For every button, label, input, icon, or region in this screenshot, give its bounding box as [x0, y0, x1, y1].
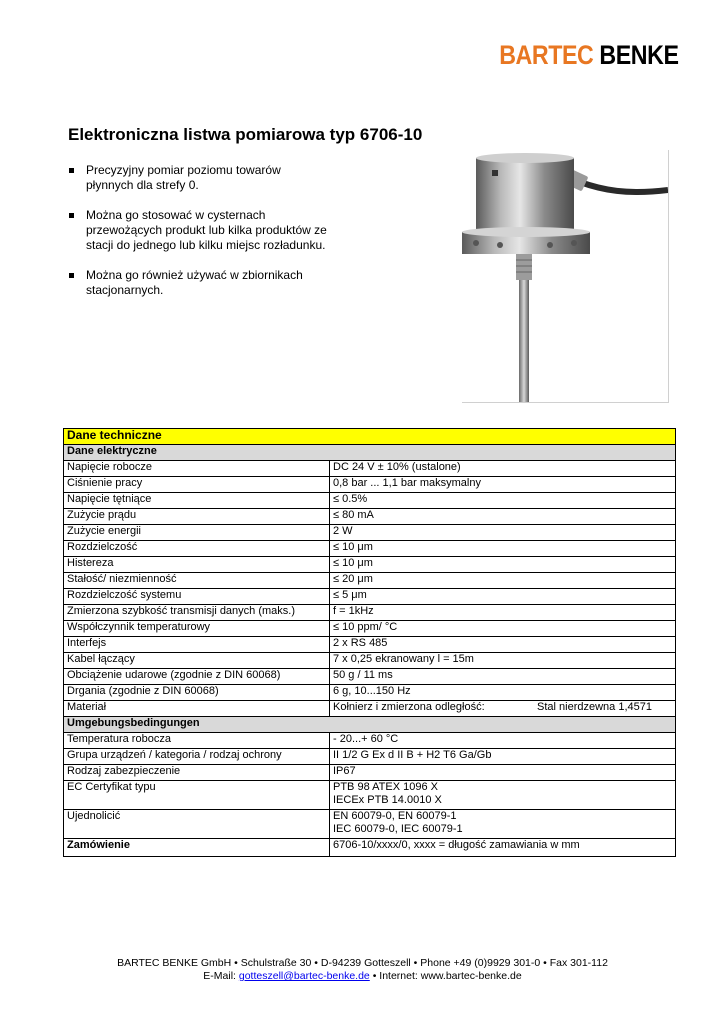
- bullet-icon: [69, 168, 74, 173]
- table-row: [64, 810, 676, 839]
- table-cell-label: Rodzaj zabezpieczenie: [64, 765, 330, 781]
- bullet-icon: [69, 213, 74, 218]
- table-cell-value: f = 1kHz: [330, 605, 676, 621]
- table-row: [64, 477, 676, 493]
- section-header-electrical: Dane elektryczne: [64, 445, 676, 461]
- product-photo: [462, 150, 669, 403]
- feature-list: [68, 163, 328, 313]
- table-cell-value: ≤ 10 μm: [330, 541, 676, 557]
- table-cell-label: Współczynnik temperaturowy: [64, 621, 330, 637]
- footer-email-prefix: E-Mail:: [203, 970, 239, 982]
- table-cell-label: Ciśnienie pracy: [64, 477, 330, 493]
- table-cell-value: 50 g / 11 ms: [330, 669, 676, 685]
- table-cell-label: Kabel łączący: [64, 653, 330, 669]
- table-cell-label: Zmierzona szybkość transmisji danych (maks.): [64, 605, 330, 621]
- footer-internet: • Internet: www.bartec-benke.de: [369, 970, 522, 982]
- section-header-row: [64, 717, 676, 733]
- list-item-text: Można go stosować w cysternach przewożących produkt lub kilka produktów ze stacji do jednego lub kilku miejsc rozładunku.: [86, 208, 327, 252]
- list-item: [68, 163, 328, 193]
- table-cell-label: Materiał: [64, 701, 330, 717]
- table-cell-label: Rozdzielczość systemu: [64, 589, 330, 605]
- table-cell-value: ≤ 80 mA: [330, 509, 676, 525]
- bullet-icon: [69, 273, 74, 278]
- table-row: [64, 541, 676, 557]
- table-cell-label: Obciążenie udarowe (zgodnie z DIN 60068): [64, 669, 330, 685]
- section-header-row: [64, 445, 676, 461]
- table-cell-label: EC Certyfikat typu: [64, 781, 330, 810]
- table-cell-value: ≤ 5 μm: [330, 589, 676, 605]
- table-cell-label: Zużycie prądu: [64, 509, 330, 525]
- table-cell-value: 6 g, 10...150 Hz: [330, 685, 676, 701]
- footer-address: BARTEC BENKE GmbH • Schulstraße 30 • D-94239 Gotteszell • Phone +49 (0)9929 301-0 • Fax 301-112: [117, 957, 608, 969]
- list-item-text: Można go również używać w zbiornikach stacjonarnych.: [86, 268, 303, 297]
- table-row: [64, 685, 676, 701]
- table-cell-value: 2 W: [330, 525, 676, 541]
- table-cell-value: II 1/2 G Ex d II B + H2 T6 Ga/Gb: [330, 749, 676, 765]
- certificate-iecex: IECEx PTB 14.0010 X: [333, 794, 442, 806]
- footer: [0, 957, 725, 983]
- brand-logo-part2: BENKE: [599, 40, 679, 70]
- table-cell-label: Napięcie robocze: [64, 461, 330, 477]
- table-row: [64, 573, 676, 589]
- email-link[interactable]: gotteszell@bartec-benke.de: [238, 970, 370, 982]
- table-row: [64, 557, 676, 573]
- table-cell-value: [330, 701, 676, 717]
- table-row: [64, 669, 676, 685]
- table-row: [64, 493, 676, 509]
- list-item: [68, 268, 328, 298]
- standard-en: EN 60079-0, EN 60079-1: [333, 810, 457, 822]
- level-sensor-image: [462, 150, 668, 402]
- technical-data-table: [63, 428, 676, 857]
- table-cell-value: [330, 781, 676, 810]
- material-spec: Stal nierdzewna 1,4571: [537, 701, 652, 713]
- list-item-text: Precyzyjny pomiar poziomu towarów płynnych dla strefy 0.: [86, 163, 281, 192]
- table-cell-label: Grupa urządzeń / kategoria / rodzaj ochrony: [64, 749, 330, 765]
- table-row: [64, 621, 676, 637]
- table-cell-label: Napięcie tętniące: [64, 493, 330, 509]
- list-item: [68, 208, 328, 253]
- table-cell-value: 2 x RS 485: [330, 637, 676, 653]
- table-cell-value: ≤ 10 ppm/ °C: [330, 621, 676, 637]
- table-cell-value: ≤ 20 μm: [330, 573, 676, 589]
- table-row: [64, 605, 676, 621]
- table-row: [64, 701, 676, 717]
- table-cell-value: ≤ 10 μm: [330, 557, 676, 573]
- brand-logo: [500, 40, 679, 70]
- table-row: [64, 637, 676, 653]
- table-row: [64, 839, 676, 857]
- order-value: 6706-10/xxxx/0, xxxx = długość zamawiania w mm: [330, 839, 676, 857]
- footer-contact: [0, 970, 725, 983]
- table-cell-value: 0,8 bar ... 1,1 bar maksymalny: [330, 477, 676, 493]
- order-label: Zamówienie: [64, 839, 330, 857]
- table-header-row: [64, 429, 676, 445]
- table-cell-value: - 20...+ 60 °C: [330, 733, 676, 749]
- table-cell-label: Histereza: [64, 557, 330, 573]
- table-row: [64, 765, 676, 781]
- table-cell-value: DC 24 V ± 10% (ustalone): [330, 461, 676, 477]
- table-row: [64, 733, 676, 749]
- standard-iec: IEC 60079-0, IEC 60079-1: [333, 823, 463, 835]
- table-cell-label: Temperatura robocza: [64, 733, 330, 749]
- table-cell-label: Drgania (zgodnie z DIN 60068): [64, 685, 330, 701]
- table-row: [64, 525, 676, 541]
- table-row: [64, 653, 676, 669]
- table-row: [64, 509, 676, 525]
- table-cell-label: Ujednolicić: [64, 810, 330, 839]
- section-header-environment: Umgebungsbedingungen: [64, 717, 676, 733]
- table-cell-label: Stałość/ niezmienność: [64, 573, 330, 589]
- table-cell-value: 7 x 0,25 ekranowany l = 15m: [330, 653, 676, 669]
- brand-logo-part1: BARTEC: [499, 40, 594, 70]
- table-row: [64, 589, 676, 605]
- material-part: Kołnierz i zmierzona odległość:: [333, 701, 485, 713]
- table-row: [64, 781, 676, 810]
- table-cell-value: [330, 810, 676, 839]
- table-cell-label: Zużycie energii: [64, 525, 330, 541]
- table-cell-value: ≤ 0.5%: [330, 493, 676, 509]
- table-cell-value: IP67: [330, 765, 676, 781]
- table-row: [64, 461, 676, 477]
- table-header: Dane techniczne: [64, 429, 676, 445]
- page-title: Elektroniczna listwa pomiarowa typ 6706-10: [68, 125, 423, 144]
- table-cell-label: Rozdzielczość: [64, 541, 330, 557]
- certificate-atex: PTB 98 ATEX 1096 X: [333, 781, 438, 793]
- table-cell-label: Interfejs: [64, 637, 330, 653]
- table-row: [64, 749, 676, 765]
